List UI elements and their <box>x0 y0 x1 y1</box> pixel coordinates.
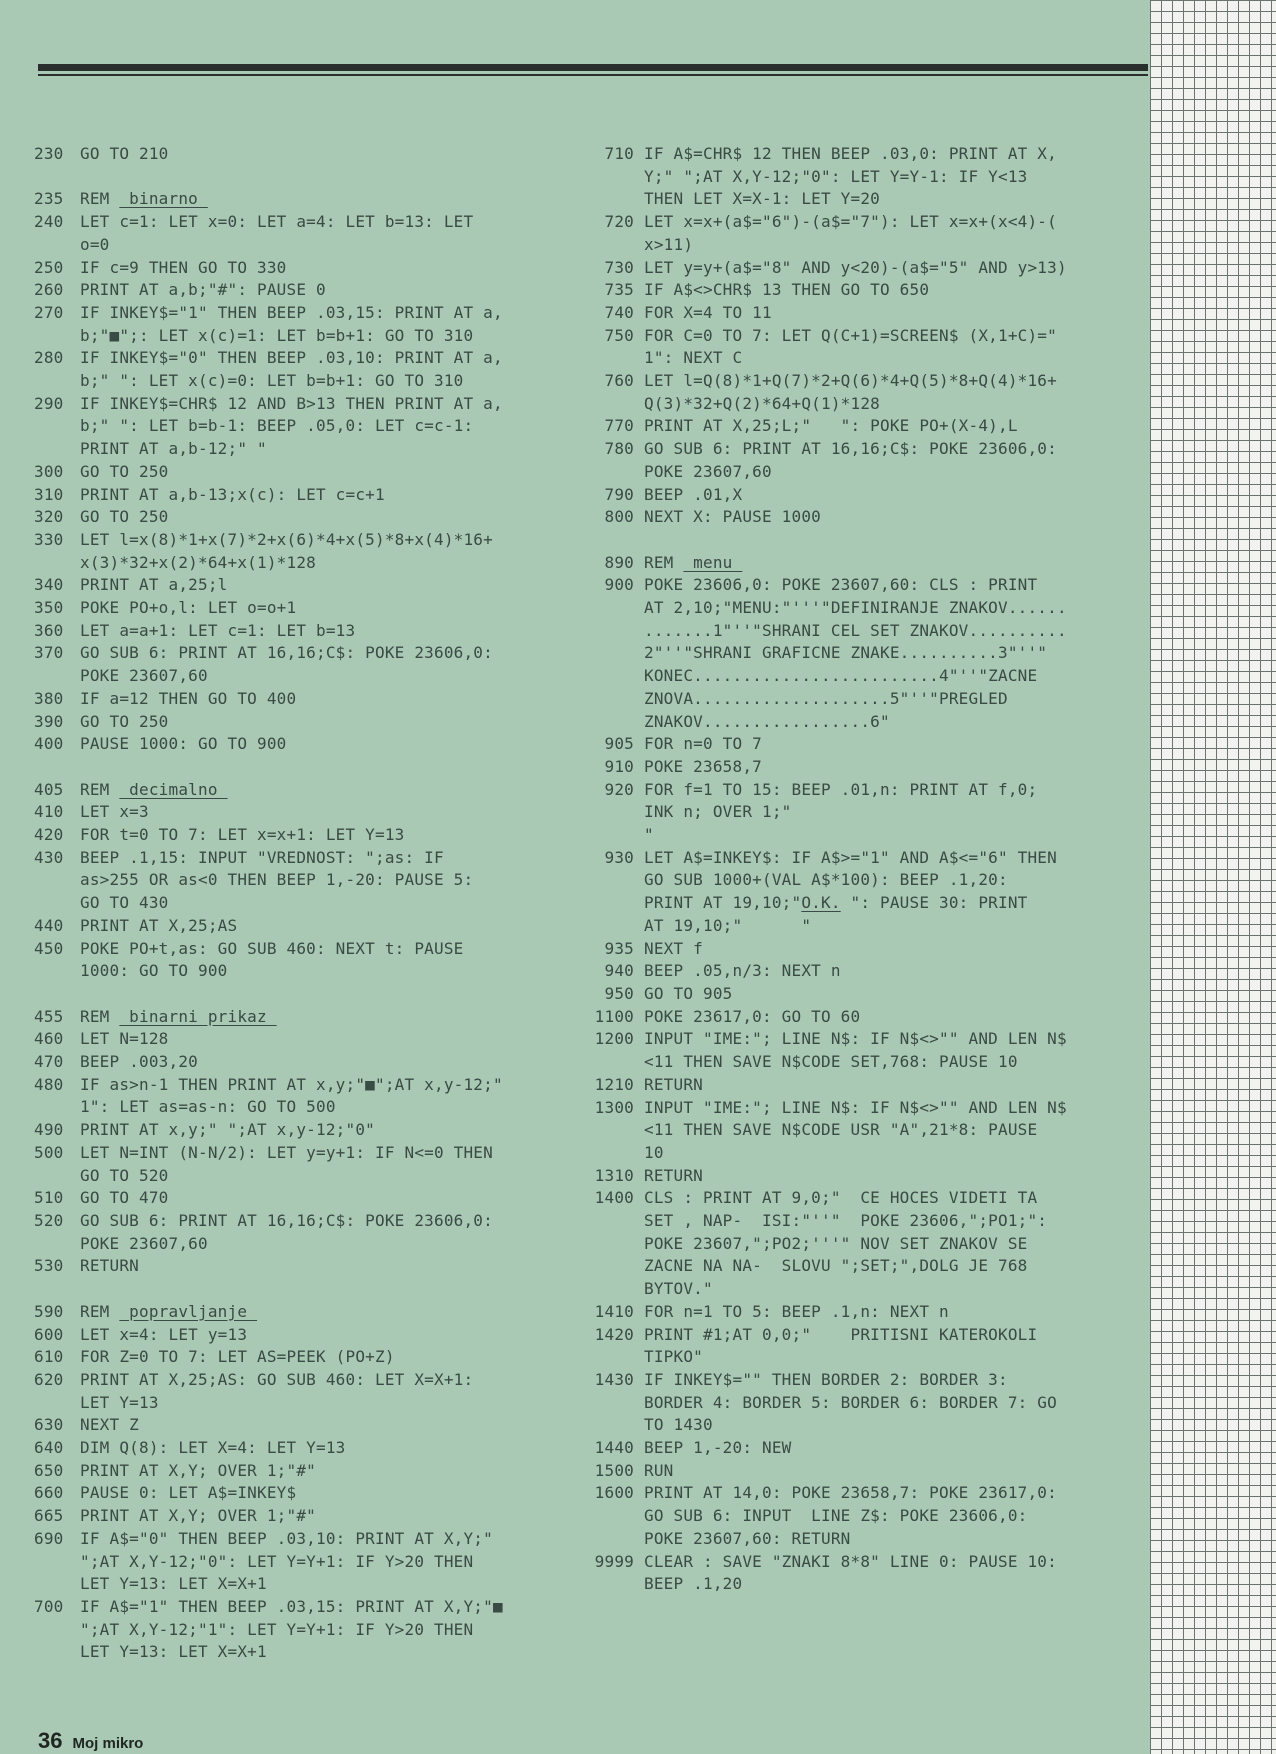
rem-heading: popravljanje <box>119 1301 258 1321</box>
code-line <box>580 143 1136 211</box>
page-number: 36 <box>38 1728 63 1753</box>
code-line <box>34 506 574 529</box>
code-line <box>580 938 1136 961</box>
code-line <box>34 642 574 687</box>
graph-paper-strip <box>1150 0 1276 1754</box>
line-code: RETURN <box>644 1165 703 1185</box>
line-code: LET N=INT (N-N/2): LET y=y+1: IF N<=0 THEN GO TO 520 <box>80 1142 493 1185</box>
code-line <box>580 279 1136 302</box>
line-code: LET x=3 <box>80 802 149 822</box>
line-number: 950 <box>604 984 634 1003</box>
line-code: BEEP .05,n/3: NEXT n <box>644 961 841 981</box>
line-number: 350 <box>34 598 64 618</box>
page-footer <box>38 1728 143 1754</box>
code-line <box>34 1414 574 1437</box>
header-rule <box>38 64 1148 71</box>
line-number: 660 <box>34 1483 64 1503</box>
line-code: FOR f=1 TO 15: BEEP .01,n: PRINT AT f,0; INK n; OVER 1;" " <box>644 779 1038 845</box>
line-number: 1410 <box>594 1301 634 1321</box>
line-code: IF a=12 THEN GO TO 400 <box>80 688 297 708</box>
line-code: IF A$="0" THEN BEEP .03,10: PRINT AT X,Y;" ";AT X,Y-12;"0": LET Y=Y+1: IF Y>20 THEN LET Y=13: LET X=X+1 <box>80 1528 493 1594</box>
line-number: 590 <box>34 1301 64 1321</box>
code-line <box>34 756 574 779</box>
line-number: 460 <box>34 1029 64 1049</box>
line-code: FOR Z=0 TO 7: LET AS=PEEK (PO+Z) <box>80 1347 395 1367</box>
line-code: IF A$="1" THEN BEEP .03,15: PRINT AT X,Y;"■ ";AT X,Y-12;"1": LET Y=Y+1: IF Y>20 THEN LET Y=13: LET X=X+1 <box>80 1596 503 1662</box>
code-line <box>34 1324 574 1347</box>
code-line <box>34 279 574 302</box>
line-code: POKE 23617,0: GO TO 60 <box>644 1006 861 1026</box>
line-code: FOR C=0 TO 7: LET Q(C+1)=SCREEN$ (X,1+C)=" 1": NEXT C <box>644 325 1057 368</box>
line-code: RUN <box>644 1460 674 1480</box>
code-line <box>34 847 574 915</box>
line-number: 1100 <box>594 1006 634 1026</box>
line-number: 1300 <box>594 1097 634 1117</box>
line-code: GO TO 250 <box>80 461 169 481</box>
code-line <box>34 1142 574 1187</box>
line-code: GO TO 905 <box>644 984 733 1003</box>
line-number: 310 <box>34 484 64 504</box>
rem-heading: menu <box>683 552 743 572</box>
line-code: PRINT AT a,b;"#": PAUSE 0 <box>80 280 326 300</box>
header-rule-thin <box>38 74 1148 76</box>
line-number: 1430 <box>594 1369 634 1389</box>
code-line <box>34 915 574 938</box>
line-code: DIM Q(8): LET X=4: LET Y=13 <box>80 1438 346 1458</box>
line-code: PRINT AT X,25;L;" ": POKE PO+(X-4),L <box>644 416 1018 436</box>
code-line <box>34 1210 574 1255</box>
code-line <box>580 506 1136 529</box>
line-number: 450 <box>34 938 64 958</box>
line-number: 470 <box>34 1052 64 1072</box>
line-number: 940 <box>604 961 634 981</box>
line-code: IF INKEY$="1" THEN BEEP .03,15: PRINT AT a, b;"■";: LET x(c)=1: LET b=b+1: GO TO 310 <box>80 302 503 345</box>
line-number: 380 <box>34 688 64 708</box>
line-number: 280 <box>34 348 64 368</box>
code-line <box>34 529 574 574</box>
line-number: 630 <box>34 1415 64 1435</box>
code-line <box>34 1051 574 1074</box>
line-number: 920 <box>604 779 634 799</box>
line-number: 1200 <box>594 1029 634 1049</box>
line-number: 400 <box>34 734 64 754</box>
code-line <box>580 1460 1136 1483</box>
line-number: 620 <box>34 1369 64 1389</box>
ok-label: O.K. <box>801 893 841 913</box>
line-number: 1440 <box>594 1438 634 1458</box>
line-number: 330 <box>34 529 64 549</box>
line-number: 405 <box>34 779 64 799</box>
line-code: LET A$=INKEY$: IF A$>="1" AND A$<="6" THEN GO SUB 1000+(VAL A$*100): BEEP .1,20: PRINT AT 19,10;"O.K. ": PAUSE 30: PRINT AT 19,10;" " <box>644 847 1057 935</box>
listing-right-column <box>580 143 1136 1596</box>
line-number: 780 <box>604 439 634 459</box>
line-code: GO TO 250 <box>80 711 169 731</box>
code-line <box>34 801 574 824</box>
line-code: BEEP 1,-20: NEW <box>644 1438 792 1458</box>
code-line <box>34 211 574 256</box>
line-code: LET y=y+(a$="8" AND y<20)-(a$="5" AND y>13) <box>644 257 1067 277</box>
code-line <box>580 1187 1136 1301</box>
line-number: 930 <box>604 847 634 867</box>
code-line <box>34 1369 574 1414</box>
code-line <box>34 938 574 983</box>
code-line <box>580 1482 1136 1550</box>
line-code: PRINT AT 14,0: POKE 23658,7: POKE 23617,0: GO SUB 6: INPUT LINE Z$: POKE 23606,0: POKE 23607,60: RETURN <box>644 1483 1057 1548</box>
line-code: NEXT Z <box>80 1415 139 1435</box>
code-line <box>34 824 574 847</box>
line-code: LET N=128 <box>80 1029 169 1049</box>
code-line <box>34 1437 574 1460</box>
line-number: 1210 <box>594 1074 634 1094</box>
line-number: 490 <box>34 1120 64 1140</box>
line-number: 270 <box>34 302 64 322</box>
line-code: PRINT AT X,Y; OVER 1;"#" <box>80 1506 316 1526</box>
code-line <box>580 1324 1136 1369</box>
line-number: 905 <box>604 734 634 754</box>
line-number: 760 <box>604 371 634 391</box>
listing-left-column <box>34 143 574 1664</box>
code-line <box>580 438 1136 483</box>
code-line <box>34 983 574 1006</box>
line-code: FOR n=1 TO 5: BEEP .1,n: NEXT n <box>644 1301 949 1321</box>
line-number: 935 <box>604 938 634 958</box>
line-code: FOR X=4 TO 11 <box>644 302 772 322</box>
line-code: LET c=1: LET x=0: LET a=4: LET b=13: LET o=0 <box>80 212 474 254</box>
line-code: PRINT #1;AT 0,0;" PRITISNI KATEROKOLI TIPKO" <box>644 1324 1038 1367</box>
line-code: PAUSE 0: LET A$=INKEY$ <box>80 1483 297 1503</box>
code-line <box>580 1165 1136 1188</box>
line-code: GO SUB 6: PRINT AT 16,16;C$: POKE 23606,0: POKE 23607,60 <box>80 643 493 686</box>
line-number: 640 <box>34 1438 64 1458</box>
code-line <box>34 302 574 347</box>
line-number: 480 <box>34 1074 64 1094</box>
line-code: REM binarno <box>80 189 208 209</box>
code-line <box>580 1028 1136 1073</box>
line-code: PRINT AT X,25;AS: GO SUB 460: LET X=X+1: LET Y=13 <box>80 1369 474 1412</box>
line-number: 1500 <box>594 1460 634 1480</box>
code-line <box>34 1255 574 1278</box>
code-line <box>580 847 1136 938</box>
line-number: 1420 <box>594 1324 634 1344</box>
line-number: 370 <box>34 643 64 663</box>
line-code: PRINT AT X,25;AS <box>80 915 238 935</box>
line-number: 735 <box>604 280 634 300</box>
line-number: 410 <box>34 802 64 822</box>
line-code: INPUT "IME:"; LINE N$: IF N$<>"" AND LEN N$ <11 THEN SAVE N$CODE USR "A",21*8: PAUSE 10 <box>644 1097 1067 1162</box>
line-number: 250 <box>34 257 64 277</box>
line-code: PRINT AT X,Y; OVER 1;"#" <box>80 1460 316 1480</box>
code-line <box>34 1460 574 1483</box>
line-number: 610 <box>34 1347 64 1367</box>
code-line <box>580 756 1136 779</box>
line-number: 235 <box>34 189 64 209</box>
code-line <box>34 597 574 620</box>
line-number: 750 <box>604 325 634 345</box>
code-line <box>34 1528 574 1596</box>
line-number: 500 <box>34 1142 64 1162</box>
line-code: POKE PO+o,l: LET o=o+1 <box>80 598 297 618</box>
code-line <box>34 1596 574 1664</box>
line-code: REM menu <box>644 552 743 572</box>
line-number: 300 <box>34 461 64 481</box>
code-line <box>34 484 574 507</box>
code-line <box>34 166 574 189</box>
line-number: 390 <box>34 711 64 731</box>
line-number: 360 <box>34 620 64 640</box>
line-number: 740 <box>604 302 634 322</box>
line-code: IF c=9 THEN GO TO 330 <box>80 257 287 277</box>
code-line <box>580 302 1136 325</box>
line-code: PRINT AT x,y;" ";AT x,y-12;"0" <box>80 1120 375 1140</box>
line-code: LET x=4: LET y=13 <box>80 1324 248 1344</box>
line-code: LET l=x(8)*1+x(7)*2+x(6)*4+x(5)*8+x(4)*16+ x(3)*32+x(2)*64+x(1)*128 <box>80 529 493 572</box>
code-line <box>580 1097 1136 1165</box>
line-code: REM popravljanje <box>80 1301 258 1321</box>
line-code: REM decimalno <box>80 779 228 799</box>
line-number: 665 <box>34 1506 64 1526</box>
line-code: IF INKEY$="0" THEN BEEP .03,10: PRINT AT a, b;" ": LET x(c)=0: LET b=b+1: GO TO 310 <box>80 348 503 391</box>
code-line <box>580 1369 1136 1437</box>
code-line <box>580 733 1136 756</box>
line-code: REM binarni prikaz <box>80 1006 277 1026</box>
line-number: 600 <box>34 1324 64 1344</box>
line-code: LET l=Q(8)*1+Q(7)*2+Q(6)*4+Q(5)*8+Q(4)*16+ Q(3)*32+Q(2)*64+Q(1)*128 <box>644 371 1057 413</box>
code-line <box>34 347 574 392</box>
line-code: POKE 23658,7 <box>644 756 762 776</box>
line-code: FOR t=0 TO 7: LET x=x+1: LET Y=13 <box>80 825 405 845</box>
line-code: IF A$<>CHR$ 13 THEN GO TO 650 <box>644 280 930 300</box>
line-code: CLEAR : SAVE "ZNAKI 8*8" LINE 0: PAUSE 10: BEEP .1,20 <box>644 1551 1057 1594</box>
rem-heading: decimalno <box>119 779 228 799</box>
code-line <box>580 1006 1136 1029</box>
line-number: 700 <box>34 1596 64 1616</box>
line-number: 510 <box>34 1188 64 1208</box>
code-line <box>34 1006 574 1029</box>
line-number: 240 <box>34 212 64 232</box>
line-number: 730 <box>604 257 634 277</box>
code-line <box>580 1301 1136 1324</box>
line-number: 260 <box>34 280 64 300</box>
code-line <box>34 143 574 166</box>
line-code: POKE PO+t,as: GO SUB 460: NEXT t: PAUSE 1000: GO TO 900 <box>80 938 464 981</box>
code-line <box>34 574 574 597</box>
code-line <box>580 257 1136 280</box>
line-number: 800 <box>604 507 634 527</box>
code-line <box>580 552 1136 575</box>
code-line <box>34 1278 574 1301</box>
line-code: GO SUB 6: PRINT AT 16,16;C$: POKE 23606,0: POKE 23607,60 <box>644 439 1057 481</box>
line-code: INPUT "IME:"; LINE N$: IF N$<>"" AND LEN N$ <11 THEN SAVE N$CODE SET,768: PAUSE 10 <box>644 1029 1067 1072</box>
rem-heading: binarno <box>119 189 208 209</box>
code-line <box>34 1505 574 1528</box>
line-code: GO TO 210 <box>80 144 169 163</box>
code-line <box>34 733 574 756</box>
line-code: CLS : PRINT AT 9,0;" CE HOCES VIDETI TA SET , NAP- ISI:"''" POKE 23606,";PO1;": POKE 23607,";PO2;'''" NOV SET ZNAKOV SE ZACNE NA NA- SLOVU ";SET;",DOLG JE 768 BYTOV." <box>644 1188 1048 1299</box>
code-line <box>580 574 1136 733</box>
line-number: 9999 <box>594 1551 634 1571</box>
line-code: IF A$=CHR$ 12 THEN BEEP .03,0: PRINT AT X, Y;" ";AT X,Y-12;"0": LET Y=Y-1: IF Y<13 THEN LET X=X-1: LET Y=20 <box>644 144 1057 209</box>
code-line <box>34 1187 574 1210</box>
code-line <box>580 983 1136 1006</box>
code-line <box>34 688 574 711</box>
line-number: 900 <box>604 575 634 595</box>
line-number: 520 <box>34 1211 64 1230</box>
code-line <box>34 1074 574 1119</box>
line-code: PRINT AT a,25;l <box>80 575 228 595</box>
line-number: 790 <box>604 484 634 504</box>
line-code: GO SUB 6: PRINT AT 16,16;C$: POKE 23606,0: POKE 23607,60 <box>80 1211 493 1253</box>
line-code: IF INKEY$=CHR$ 12 AND B>13 THEN PRINT AT a, b;" ": LET b=b-1: BEEP .05,0: LET c=c-1: PRINT AT a,b-12;" " <box>80 393 503 459</box>
line-code: POKE 23606,0: POKE 23607,60: CLS : PRINT AT 2,10;"MENU:"'''"DEFINIRANJE ZNAKOV...... .......1"''"SHRANI CEL SET ZNAKOV.......... 2"''"SHRANI GRAFICNE ZNAKE..........3"''" KONEC.........................4"''"ZACNE ZNOVA....................5"''"PREGLED ZNAKOV.................6" <box>644 575 1067 731</box>
code-line <box>580 370 1136 415</box>
line-number: 710 <box>604 144 634 163</box>
code-line <box>34 188 574 211</box>
line-number: 1400 <box>594 1188 634 1208</box>
code-line <box>34 779 574 802</box>
code-line <box>34 1028 574 1051</box>
line-number: 890 <box>604 552 634 572</box>
line-code: BEEP .1,15: INPUT "VREDNOST: ";as: IF as>255 OR as<0 THEN BEEP 1,-20: PAUSE 5: GO TO 430 <box>80 847 474 913</box>
line-number: 230 <box>34 144 64 163</box>
line-number: 455 <box>34 1006 64 1026</box>
line-number: 290 <box>34 393 64 413</box>
line-code: RETURN <box>644 1074 703 1094</box>
line-code: NEXT f <box>644 938 703 958</box>
code-line <box>580 484 1136 507</box>
code-line <box>34 1301 574 1324</box>
magazine-name: Moj mikro <box>72 1735 144 1752</box>
code-line <box>34 461 574 484</box>
code-line <box>580 1074 1136 1097</box>
rem-heading: binarni prikaz <box>119 1006 277 1026</box>
line-code: IF as>n-1 THEN PRINT AT x,y;"■";AT x,y-12;" 1": LET as=as-n: GO TO 500 <box>80 1074 503 1117</box>
line-code: IF INKEY$="" THEN BORDER 2: BORDER 3: BORDER 4: BORDER 5: BORDER 6: BORDER 7: GO TO 1430 <box>644 1369 1057 1435</box>
line-number: 320 <box>34 507 64 527</box>
line-code: FOR n=0 TO 7 <box>644 734 762 754</box>
line-code: BEEP .01,X <box>644 484 743 504</box>
line-code: GO TO 250 <box>80 507 169 527</box>
line-code: BEEP .003,20 <box>80 1052 198 1072</box>
code-line <box>34 257 574 280</box>
line-code: RETURN <box>80 1256 139 1276</box>
line-number: 910 <box>604 756 634 776</box>
line-number: 1600 <box>594 1483 634 1503</box>
code-line <box>580 779 1136 847</box>
line-number: 650 <box>34 1460 64 1480</box>
code-line <box>580 211 1136 256</box>
code-line <box>34 1119 574 1142</box>
code-line <box>580 960 1136 983</box>
line-number: 430 <box>34 847 64 867</box>
line-code: GO TO 470 <box>80 1188 169 1208</box>
code-line <box>34 1346 574 1369</box>
code-line <box>34 620 574 643</box>
line-number: 420 <box>34 825 64 845</box>
code-line <box>580 415 1136 438</box>
line-number: 720 <box>604 212 634 232</box>
line-number: 530 <box>34 1256 64 1276</box>
line-code: LET x=x+(a$="6")-(a$="7"): LET x=x+(x<4)-( x>11) <box>644 212 1057 254</box>
code-line <box>34 1482 574 1505</box>
line-number: 340 <box>34 575 64 595</box>
code-line <box>580 1551 1136 1596</box>
code-line <box>580 325 1136 370</box>
code-line <box>580 1437 1136 1460</box>
line-number: 690 <box>34 1528 64 1548</box>
code-line <box>580 529 1136 552</box>
code-line <box>34 711 574 734</box>
line-number: 770 <box>604 416 634 436</box>
line-code: LET a=a+1: LET c=1: LET b=13 <box>80 620 356 640</box>
line-code: PRINT AT a,b-13;x(c): LET c=c+1 <box>80 484 385 504</box>
line-number: 1310 <box>594 1165 634 1185</box>
code-line <box>34 393 574 461</box>
line-code: PAUSE 1000: GO TO 900 <box>80 734 287 754</box>
line-number: 440 <box>34 915 64 935</box>
line-code: NEXT X: PAUSE 1000 <box>644 507 821 527</box>
